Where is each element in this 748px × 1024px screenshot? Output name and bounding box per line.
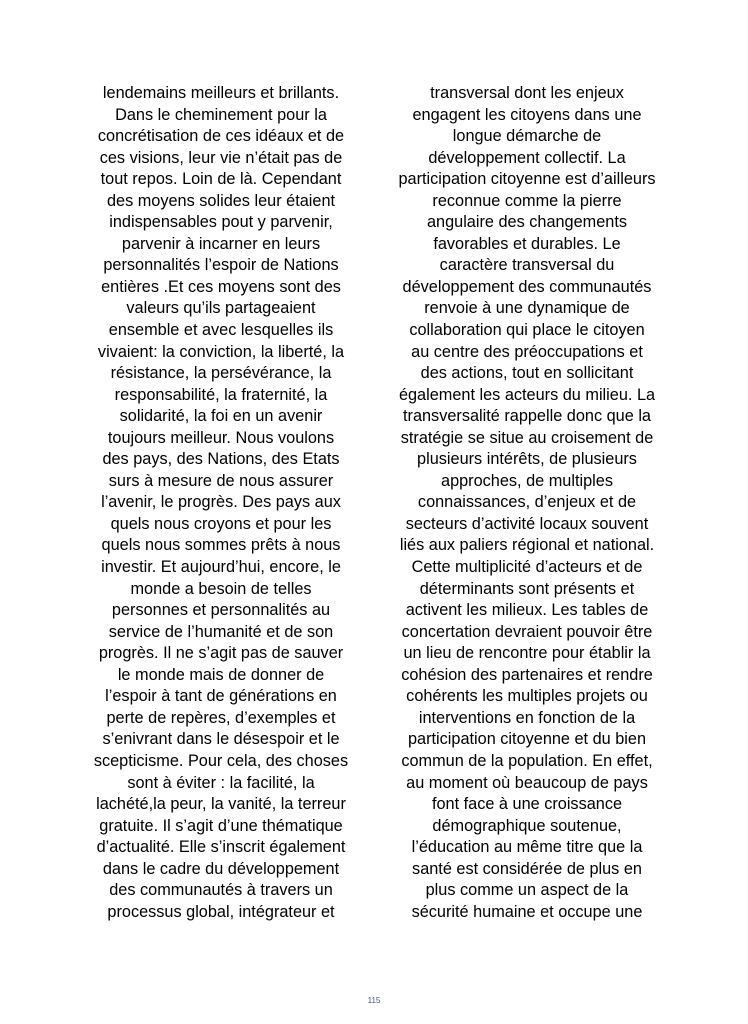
- text-line: lendemains meilleurs et brillants.: [102, 84, 340, 102]
- text-line: développement collectif. La: [428, 148, 626, 167]
- text-line: investir. Et aujourd’hui, encore, le: [101, 558, 341, 577]
- text-line: déterminants sont présents et: [419, 579, 635, 598]
- text-line: cohésion des partenaires et rendre: [401, 665, 653, 684]
- text-line: sont à éviter : la facilité, la: [127, 773, 315, 792]
- text-column-left: [71, 83, 371, 923]
- text-line: concrétisation de ces idéaux et de: [97, 127, 345, 146]
- text-line: entières .Et ces moyens sont des: [101, 277, 341, 296]
- text-line: font face à une croissance: [431, 795, 623, 814]
- text-line: surs à mesure de nous assurer: [108, 471, 334, 490]
- text-column-right: [377, 83, 677, 923]
- text-line: l’avenir, le progrès. Des pays aux: [101, 493, 341, 512]
- text-line: angulaire des changements: [426, 213, 628, 232]
- text-line: cohérents les multiples projets ou: [406, 687, 648, 706]
- text-line: personnalités l’espoir de Nations: [103, 256, 339, 275]
- text-line: valeurs qu’ils partageaient: [126, 299, 316, 318]
- text-line: service de l’humanité et de son: [108, 622, 334, 641]
- text-line: quels nous sommes prêts à nous: [101, 536, 341, 555]
- text-line: démographique soutenue,: [432, 816, 622, 835]
- text-line: gratuite. Il s’agit d’une thématique: [99, 816, 343, 835]
- text-line: participation citoyenne est d’ailleurs: [398, 170, 656, 189]
- text-line: également les acteurs du milieu. La: [398, 385, 656, 404]
- text-line: indispensables pout y parvenir,: [109, 213, 333, 232]
- text-line: lachété,la peur, la vanité, la terreur: [96, 795, 346, 814]
- text-line: Cette multiplicité d’acteurs et de: [411, 558, 643, 577]
- text-line: au centre des préoccupations et: [411, 342, 643, 361]
- text-line: engagent les citoyens dans une: [412, 105, 642, 124]
- text-line: résistance, la persévérance, la: [110, 364, 332, 383]
- text-line: connaissances, d’enjeux et de: [417, 493, 637, 512]
- text-line: des moyens solides leur étaient: [106, 191, 336, 210]
- text-line: plus comme un aspect de la: [425, 881, 629, 900]
- text-line: au moment où beaucoup de pays: [406, 773, 648, 792]
- text-line: activent les milieux. Les tables de: [405, 601, 649, 620]
- text-line: le monde mais de donner de: [117, 665, 325, 684]
- text-line: quels nous croyons et pour les: [110, 514, 332, 533]
- text-line: des actions, tout en sollicitant: [420, 364, 634, 383]
- text-line: parvenir à incarner en leurs: [121, 234, 321, 253]
- text-line: caractère transversal du: [439, 256, 615, 275]
- text-line: longue démarche de: [452, 127, 602, 146]
- text-line: concertation devraient pouvoir être: [401, 622, 653, 641]
- text-line: ces visions, leur vie n’était pas de: [99, 148, 343, 167]
- text-line: interventions en fonction de la: [418, 708, 636, 727]
- text-line: participation citoyenne et du bien: [407, 730, 647, 749]
- text-line: reconnue comme la pierre: [432, 191, 622, 210]
- text-line: dans le cadre du développement: [102, 859, 340, 878]
- text-line: renvoie à une dynamique de: [424, 299, 630, 318]
- text-line: commun de la population. En effet,: [401, 751, 653, 770]
- text-line: Dans le cheminement pour la: [115, 105, 327, 124]
- text-line: transversalité rappelle donc que la: [403, 407, 651, 426]
- text-line: d’actualité. Elle s’inscrit également: [96, 838, 346, 857]
- text-line: progrès. Il ne s’agit pas de sauver: [98, 644, 344, 663]
- text-line: approches, de multiples: [441, 471, 613, 490]
- text-line: un lieu de rencontre pour établir la: [403, 644, 651, 663]
- text-line: personnes et personnalités au: [111, 601, 331, 620]
- text-line: monde a besoin de telles: [130, 579, 312, 598]
- text-line: transversal dont les enjeux: [430, 84, 624, 102]
- text-line: tout repos. Loin de là. Cependant: [100, 170, 342, 189]
- text-line: solidarité, la foi en un avenir: [119, 407, 323, 426]
- text-line: sécurité humaine et occupe une: [411, 902, 643, 921]
- text-line: s’enivrant dans le désespoir et le: [102, 730, 340, 749]
- text-line: santé est considérée de plus en: [412, 859, 642, 878]
- text-line: secteurs d’activité locaux souvent: [405, 514, 649, 533]
- text-line: perte de repères, d’exemples et: [106, 708, 336, 727]
- text-line: développement des communautés: [402, 277, 652, 296]
- page-number: 115: [367, 996, 381, 1005]
- text-line: scepticisme. Pour cela, des choses: [93, 751, 349, 770]
- text-line: toujours meilleur. Nous voulons: [107, 428, 335, 447]
- text-line: ensemble et avec lesquelles ils: [108, 321, 334, 340]
- text-line: des communautés à travers un: [109, 881, 333, 900]
- text-line: liés aux paliers régional et national.: [399, 536, 655, 555]
- text-line: vivaient: la conviction, la liberté, la: [97, 342, 345, 361]
- text-line: collaboration qui place le citoyen: [409, 321, 645, 340]
- text-line: favorables et durables. Le: [433, 234, 621, 253]
- text-line: plusieurs intérêts, de plusieurs: [417, 450, 637, 469]
- text-line: processus global, intégrateur et: [107, 902, 335, 921]
- text-line: des pays, des Nations, des Etats: [102, 450, 340, 469]
- text-line: l’éducation au même titre que la: [411, 838, 643, 857]
- text-line: stratégie se situe au croisement de: [400, 428, 654, 447]
- text-line: responsabilité, la fraternité, la: [114, 385, 328, 404]
- text-line: l’espoir à tant de générations en: [105, 687, 337, 706]
